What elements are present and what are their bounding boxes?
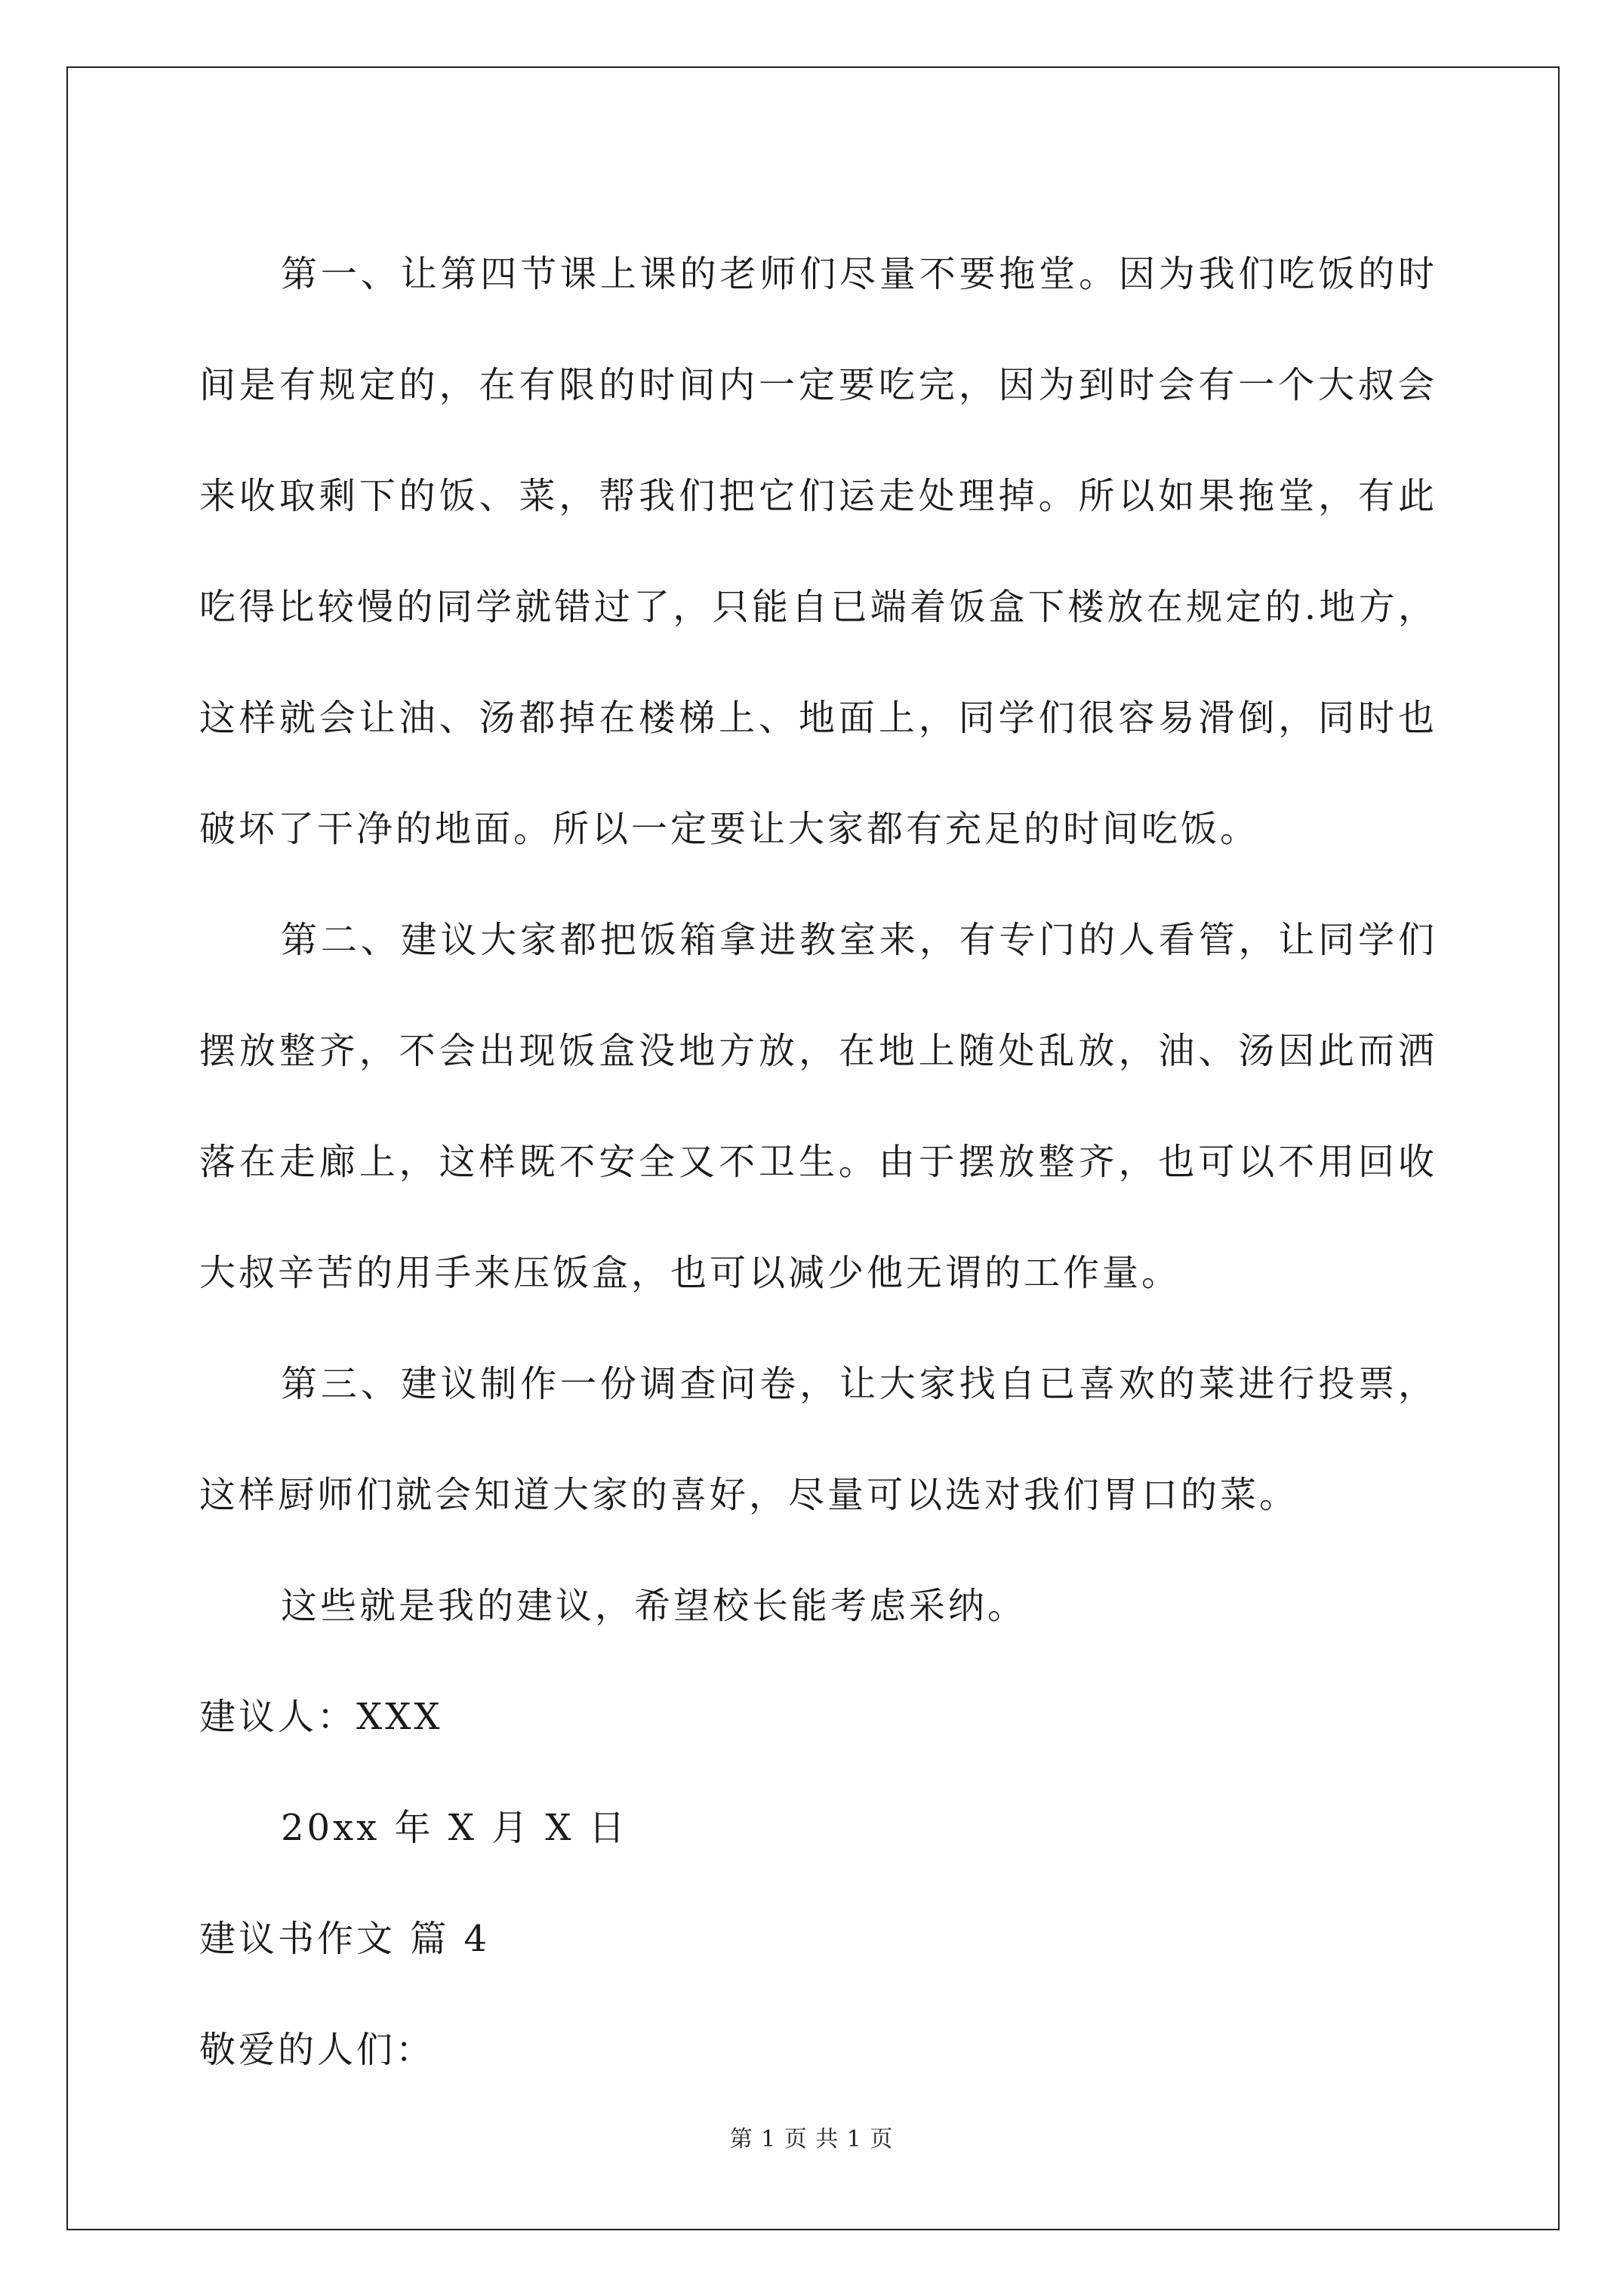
- paragraph-suggestion-2: 第二、建议大家都把饭箱拿进教室来，有专门的人看管，让同学们摆放整齐，不会出现饭盒没地方放，在地上随处乱放，油、汤因此而洒落在走廊上，这样既不安全又不卫生。由于摆放整齐，也可以不用回收大叔辛苦的用手来压饭盒，也可以减少他无谓的工作量。: [199, 919, 1437, 1294]
- section-heading: 建议书作文 篇 4: [199, 1918, 491, 1960]
- signature-line: 建议人：XXX: [199, 1696, 443, 1738]
- paragraph-suggestion-1: 第一、让第四节课上课的老师们尽量不要拖堂。因为我们吃饭的时间是有规定的，在有限的时间内一定要吃完，因为到时会有一个大叔会来收取剩下的饭、菜，帮我们把它们运走处理掉。所以如果拖堂，有此吃得比较慢的同学就错过了，只能自已端着饭盒下楼放在规定的.地方，这样就会让油、汤都掉在楼梯上、地面上，同学们很容易滑倒，同时也破坏了干净的地面。所以一定要让大家都有充足的时间吃饭。: [199, 253, 1437, 850]
- page-number: 第 1 页 共 1 页: [729, 2126, 894, 2153]
- paragraph-suggestion-3: 第三、建议制作一份调查问卷，让大家找自已喜欢的菜进行投票，这样厨师们就会知道大家的喜好，尽量可以选对我们胃口的菜。: [199, 1363, 1437, 1516]
- salutation: 敬爱的人们：: [199, 2029, 436, 2071]
- paragraph-closing: 这些就是我的建议，希望校长能考虑采纳。: [281, 1585, 1027, 1627]
- document-body: [199, 219, 1437, 2106]
- date-line: 20xx 年 X 月 X 日: [281, 1807, 628, 1849]
